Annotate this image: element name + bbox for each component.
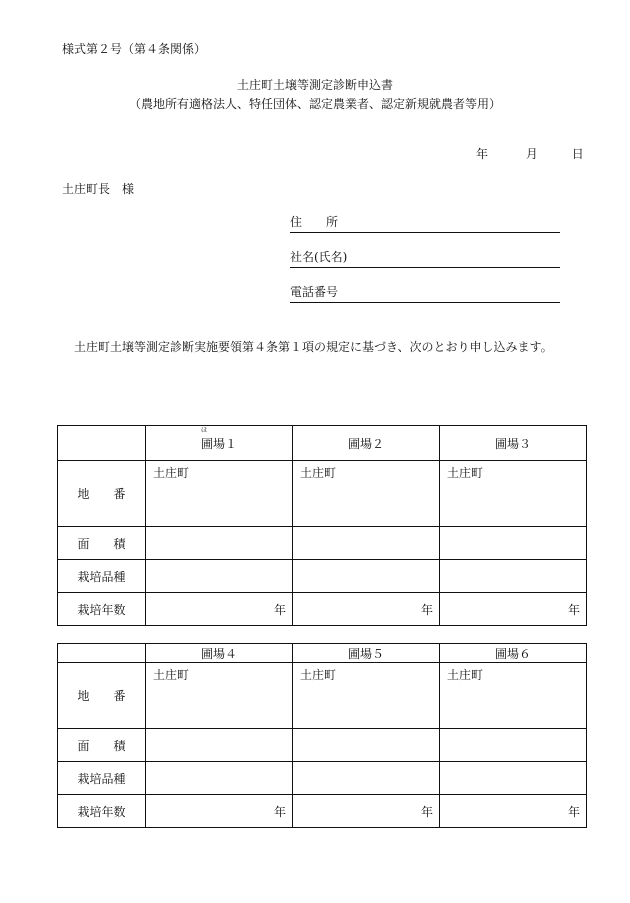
date-year-label: 年 [476, 147, 489, 161]
phone-field[interactable] [290, 284, 560, 303]
plot-3-variety-input[interactable] [440, 560, 587, 593]
addressee: 土庄町長 様 [62, 182, 135, 196]
date-month-label: 月 [525, 147, 538, 161]
years-label: 栽培年数 [58, 795, 146, 828]
form-number: 様式第２号（第４条関係） [62, 42, 207, 56]
plot-3-header: 圃場３ [440, 426, 587, 461]
plot-3-area-input[interactable] [440, 527, 587, 560]
plot-1-chiban-input[interactable]: 土庄町 [146, 461, 293, 527]
table-header-row [58, 644, 587, 663]
plot-5-chiban-input[interactable]: 土庄町 [293, 663, 440, 729]
plot-2-area-input[interactable] [293, 527, 440, 560]
table-row [58, 729, 587, 762]
phone-label: 電話番号 [290, 285, 339, 299]
plot-4-header: 圃場４ [146, 644, 293, 663]
plots-table-1 [57, 425, 587, 626]
plot-6-chiban-input[interactable]: 土庄町 [440, 663, 587, 729]
address-label: 住 所 [290, 215, 339, 229]
table-header-row [58, 426, 587, 461]
form-title: 土庄町土壌等測定診断申込書 [236, 78, 393, 92]
table-row [58, 560, 587, 593]
table-row [58, 461, 587, 527]
plot-5-years-input[interactable]: 年 [293, 795, 440, 828]
application-statement: 土庄町土壌等測定診断実施要領第４条第１項の規定に基づき、次のとおり申し込みます。 [74, 340, 553, 354]
table-row [58, 795, 587, 828]
plot-1-years-input[interactable]: 年 [146, 593, 293, 626]
table-row [58, 593, 587, 626]
chiban-label: 地 番 [58, 663, 146, 729]
plot-4-area-input[interactable] [146, 729, 293, 762]
area-label: 面 積 [58, 527, 146, 560]
table-row [58, 663, 587, 729]
company-name-label: 社名(氏名) [290, 250, 348, 264]
plot-6-variety-input[interactable] [440, 762, 587, 795]
years-label: 栽培年数 [58, 593, 146, 626]
plot-3-chiban-input[interactable]: 土庄町 [440, 461, 587, 527]
plot-4-chiban-input[interactable]: 土庄町 [146, 663, 293, 729]
area-label: 面 積 [58, 729, 146, 762]
address-field[interactable] [290, 214, 560, 233]
date-line [470, 145, 584, 162]
plot-1-area-input[interactable] [146, 527, 293, 560]
plot-6-years-input[interactable]: 年 [440, 795, 587, 828]
variety-label: 栽培品種 [58, 560, 146, 593]
variety-label: 栽培品種 [58, 762, 146, 795]
plot-5-variety-input[interactable] [293, 762, 440, 795]
plot-1-header: ほ 圃場１ [146, 426, 293, 461]
form-subtitle: （農地所有適格法人、特任団体、認定農業者、認定新規就農者等用） [128, 97, 501, 111]
plot-2-chiban-input[interactable]: 土庄町 [293, 461, 440, 527]
corner-cell [58, 644, 146, 663]
plot-2-years-input[interactable]: 年 [293, 593, 440, 626]
plot-5-header: 圃場５ [293, 644, 440, 663]
plot-6-area-input[interactable] [440, 729, 587, 762]
plot-1-variety-input[interactable] [146, 560, 293, 593]
plot-6-header: 圃場６ [440, 644, 587, 663]
plots-table-2 [57, 643, 587, 828]
plot-2-variety-input[interactable] [293, 560, 440, 593]
plot-2-header: 圃場２ [293, 426, 440, 461]
ruby-text: ほ [200, 426, 207, 434]
table-row [58, 762, 587, 795]
plot-4-years-input[interactable]: 年 [146, 795, 293, 828]
date-day-label: 日 [571, 147, 584, 161]
company-name-field[interactable] [290, 249, 560, 268]
plot-4-variety-input[interactable] [146, 762, 293, 795]
corner-cell [58, 426, 146, 461]
table-row [58, 527, 587, 560]
plot-3-years-input[interactable]: 年 [440, 593, 587, 626]
chiban-label: 地 番 [58, 461, 146, 527]
plot-5-area-input[interactable] [293, 729, 440, 762]
